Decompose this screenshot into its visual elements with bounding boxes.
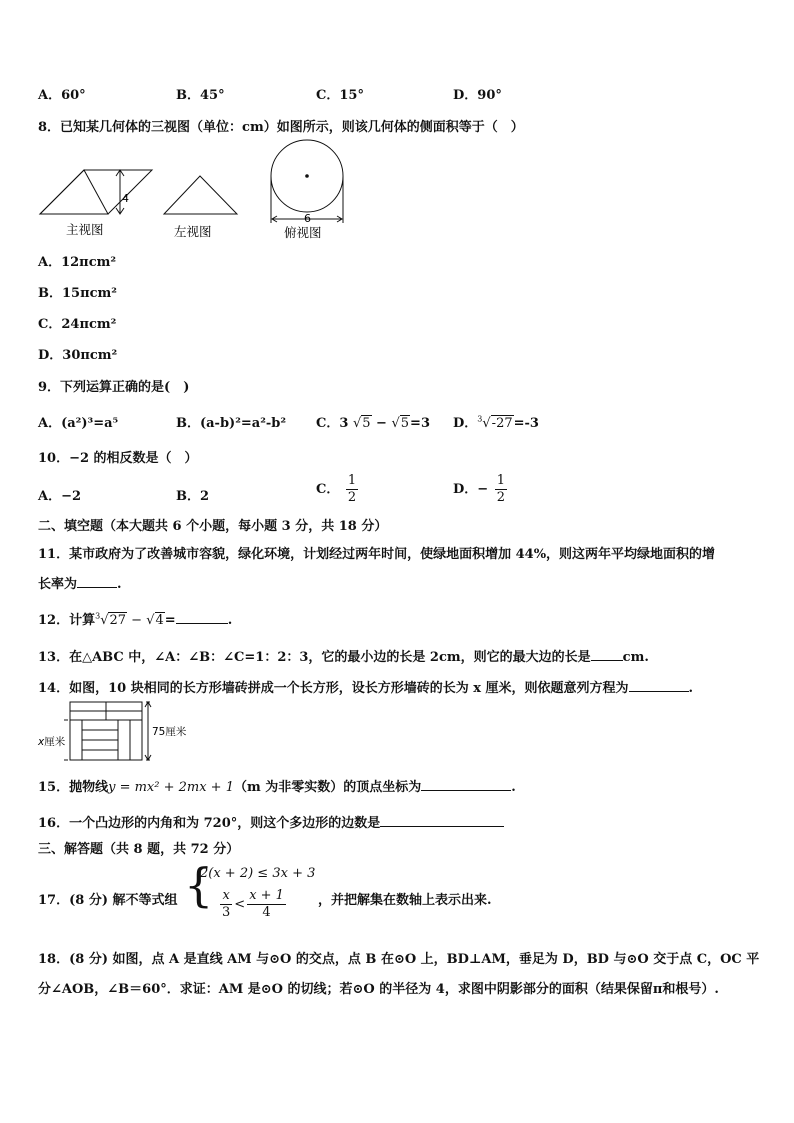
q13-line <box>38 646 649 665</box>
q10-d-fraction <box>495 473 507 506</box>
brick-height-label: 75厘米 <box>152 726 187 738</box>
side-view <box>164 176 237 214</box>
q8-stem: 8．已知某几何体的三视图（单位：cm）如图所示，则该几何体的侧面积等于（ ） <box>38 120 524 135</box>
q9-option-b: B．(a-b)²=a²-b² <box>176 416 287 431</box>
q17-right-numerator: x + 1 <box>249 888 284 903</box>
q17-inequality-1: 2(x + 2) ≤ 3x + 3 <box>200 866 316 881</box>
top-width-label: 6 <box>304 212 311 225</box>
q10-c-denominator: 2 <box>347 490 357 505</box>
top-view-label: 俯视图 <box>284 225 322 240</box>
q10-option-a: A．−2 <box>38 489 82 504</box>
q17-less-than: < <box>234 897 246 912</box>
q14-line <box>38 677 693 696</box>
q8-option-c: C．24πcm² <box>38 317 117 332</box>
q17-right-fraction <box>247 888 286 921</box>
front-view <box>40 170 152 214</box>
q15-prefix: 15．抛物线 <box>38 780 109 795</box>
q10-option-d <box>453 473 509 506</box>
q15-end: . <box>511 780 516 795</box>
section-solutions-heading: 三、解答题（共 8 题，共 72 分） <box>38 842 240 857</box>
q12-end: . <box>227 613 233 628</box>
q11-end: . <box>117 577 122 592</box>
top-view-center <box>305 174 309 178</box>
q16-answer-blank <box>380 814 504 827</box>
q14-answer-blank <box>629 679 689 692</box>
q17-suffix: ，并把解集在数轴上表示出来. <box>318 893 492 908</box>
section-fill-in-heading: 二、填空题（本大题共 6 个小题，每小题 3 分，共 18 分） <box>38 519 388 534</box>
q17-left-numerator: x <box>220 888 232 905</box>
q11-line2 <box>38 573 122 592</box>
q10-d-numerator: 1 <box>496 473 505 488</box>
q12-index: 3 <box>95 611 101 621</box>
brick-x-var: x <box>38 736 45 748</box>
q9-stem: 9．下列运算正确的是( ) <box>38 380 190 395</box>
q15-formula: y = mx² + 2mx + 1 <box>108 780 234 795</box>
q11-answer-blank <box>77 575 117 588</box>
front-height-label: 4 <box>122 192 129 205</box>
q10-c-fraction <box>346 473 358 506</box>
q10-d-denominator: 2 <box>496 490 505 505</box>
q16-line <box>38 812 504 831</box>
q10-c-prefix: C． <box>316 482 340 497</box>
q12-minus: − <box>127 613 147 628</box>
q15-answer-blank <box>421 778 511 791</box>
q9-c-root1: 5 <box>362 416 371 431</box>
q7-option-b: B．45° <box>176 88 225 103</box>
q10-d-prefix: D．− <box>453 482 489 497</box>
q14-text: 14．如图，10 块相同的长方形墙砖拼成一个长方形，设长方形墙砖的长为 x 厘米，则依题意列方程为 <box>38 681 629 696</box>
q11-line1: 11．某市政府为了改善城市容貌，绿化环境，计划经过两年时间，使绿地面积增加 44%，则这两年平均绿地面积的增 <box>38 547 716 562</box>
q12-equals: = <box>164 613 176 628</box>
q9-option-d: D．$^3$√-27=-3 <box>453 414 539 431</box>
q18-line1: 18．(8 分) 如图，点 A 是直线 AM 与⊙O 的交点，点 B 在⊙O 上，BD⊥AM，垂足为 D，BD 与⊙O 交于点 C，OC 平 <box>38 952 760 967</box>
q17-left-fraction <box>220 888 232 921</box>
q17-brace: { <box>184 858 214 912</box>
brick-wall-figure <box>36 698 196 766</box>
q12-root1: 27 <box>109 613 127 628</box>
side-view-label: 左视图 <box>174 224 212 239</box>
q12-prefix: 12．计算 <box>38 613 96 628</box>
q7-option-a: A．60° <box>38 88 86 103</box>
three-view-figure <box>36 136 356 244</box>
q18-line2: 分∠AOB，∠B＝60°．求证：AM 是⊙O 的切线；若⊙O 的半径为 4，求图中阴影部分的面积（结果保留π和根号）. <box>38 982 719 997</box>
brick-x-unit: 厘米 <box>44 736 66 748</box>
q9-option-c: C．3 √5 − √5=3 <box>316 416 430 431</box>
q12-root2: 4 <box>155 613 164 628</box>
q8-option-d: D．30πcm² <box>38 348 118 363</box>
q9-d-prefix: D． <box>453 416 478 431</box>
q17-right-denominator: 4 <box>262 905 271 920</box>
q13-text: 13．在△ABC 中，∠A：∠B：∠C=1：2：3，它的最小边的长是 2cm，则它的最大边的长是 <box>38 650 591 665</box>
front-view-label: 主视图 <box>66 222 104 237</box>
brick-x-label <box>37 735 66 748</box>
q15-line <box>38 776 516 795</box>
q9-c-root2: 5 <box>400 416 410 431</box>
q12-line: 12．计算$^3$√27 − √4= . <box>38 611 233 628</box>
q9-c-minus: − <box>371 416 392 431</box>
q13-answer-blank <box>591 648 623 661</box>
q9-c-suffix: =3 <box>410 416 430 431</box>
q17-inequality-2 <box>218 888 288 921</box>
q7-option-c: C．15° <box>316 88 364 103</box>
q9-c-prefix: C．3 <box>316 416 349 431</box>
q8-option-a: A．12πcm² <box>38 255 117 270</box>
q8-option-b: B．15πcm² <box>38 286 117 301</box>
q17-left-denominator: 3 <box>222 905 231 920</box>
q12-answer-blank <box>176 611 228 624</box>
q15-note: （m 为非零实数）的顶点坐标为 <box>233 780 422 795</box>
q7-option-d: D．90° <box>453 88 502 103</box>
q9-d-suffix: =-3 <box>513 416 539 431</box>
q10-option-c <box>316 473 360 506</box>
q10-c-numerator: 1 <box>347 473 357 488</box>
q9-d-root: -27 <box>491 416 513 431</box>
q11-line2-text: 长率为 <box>38 577 78 592</box>
q13-end: cm. <box>622 650 649 665</box>
q9-option-a: A．(a²)³=a⁵ <box>38 416 119 431</box>
q17-prefix: 17．(8 分) 解不等式组 <box>38 893 178 908</box>
q9-d-index: 3 <box>477 414 483 424</box>
q10-option-b: B．2 <box>176 489 210 504</box>
q10-stem: 10．−2 的相反数是（ ） <box>38 451 198 466</box>
q16-text: 16．一个凸边形的内角和为 720°，则这个多边形的边数是 <box>38 816 381 831</box>
q14-end: . <box>688 681 694 696</box>
